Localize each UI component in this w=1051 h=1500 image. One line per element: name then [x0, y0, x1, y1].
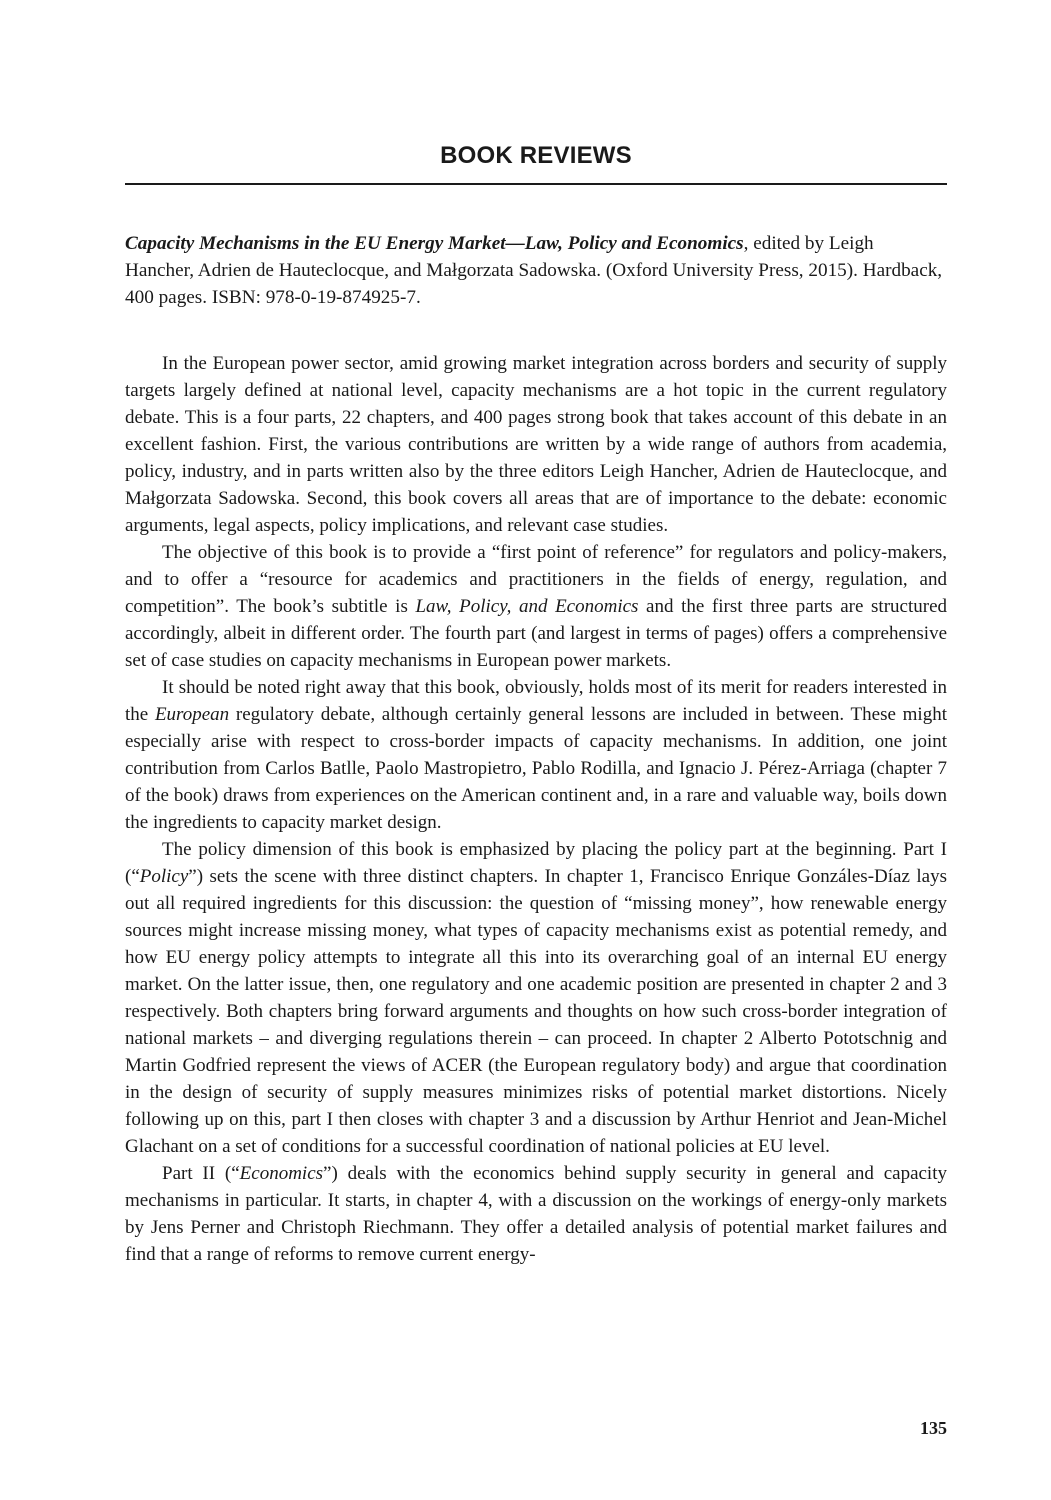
paragraph-4-text-a: The policy dimension of this book is emphasized by placing the policy part at the beginning. Part I (“ [125, 839, 947, 887]
paragraph-4 [125, 836, 947, 1160]
paragraph-2-text-b: and the first three parts are structured accordingly, albeit in different order. The fourth part (and largest in terms of pages) offers a comprehensive set of case studies on capacity mechanisms in European power markets. [125, 596, 947, 671]
paragraph-5-text-a: Part II (“ [162, 1163, 240, 1184]
paragraph-3-text-b: regulatory debate, although certainly general lessons are included in between. These might especially arise with respect to cross-border impacts of capacity mechanisms. In addition, one joint contribution from Carlos Batlle, Paolo Mastropietro, Pablo Rodilla, and Ignacio J. Pérez-Arriaga (chapter 7 of the book) draws from experiences on the American continent and, in a rare and valuable way, boils down the ingredients to capacity market design. [125, 704, 947, 833]
book-citation [125, 230, 947, 311]
paragraph-2-italic: Law, Policy, and Economics [415, 596, 639, 617]
paragraph-1: In the European power sector, amid growing market integration across borders and security of supply targets largely defined at national level, capacity mechanisms are a hot topic in the current regulatory debate. This is a four parts, 22 chapters, and 400 pages strong book that takes account of this debate in an excellent fashion. First, the various contributions are written by a wide range of authors from academia, policy, industry, and in parts written also by the three editors Leigh Hancher, Adrien de Hauteclocque, and Małgorzata Sadowska. Second, this book covers all areas that are of importance to the debate: economic arguments, legal aspects, policy implications, and relevant case studies. [125, 353, 947, 536]
review-body [125, 350, 947, 1268]
header-rule [125, 183, 947, 185]
paragraph-5 [125, 1160, 947, 1268]
book-title: Capacity Mechanisms in the EU Energy Market—Law, Policy and Economics [125, 233, 744, 254]
paragraph-5-text-b: ”) deals with the economics behind supply security in general and capacity mechanisms in particular. It starts, in chapter 4, with a discussion on the workings of energy-only markets by Jens Perner and Christoph Riechmann. They offer a detailed analysis of potential market failures and find that a range of reforms to remove current energy- [125, 1163, 947, 1265]
paragraph-3 [125, 674, 947, 836]
section-header: BOOK REVIEWS [440, 142, 632, 169]
paragraph-3-text-a: It should be noted right away that this book, obviously, holds most of its merit for readers interested in the [125, 677, 947, 725]
paragraph-3-italic: European [154, 704, 230, 725]
book-details: , edited by Leigh Hancher, Adrien de Hauteclocque, and Małgorzata Sadowska. (Oxford University Press, 2015). Hardback, 400 pages. ISBN: 978-0-19-874925-7. [125, 233, 943, 308]
paragraph-2 [125, 539, 947, 674]
page-number: 135 [920, 1418, 947, 1438]
paragraph-5-italic: Economics [239, 1163, 324, 1184]
paragraph-2-text-a: The objective of this book is to provide a “first point of reference” for regulators and policy-makers, and to offer a “resource for academics and practitioners in the fields of energy, regulation, and competition”. The book’s subtitle is [125, 542, 947, 617]
paragraph-4-italic: Policy [139, 866, 189, 887]
paragraph-4-text-b: ”) sets the scene with three distinct chapters. In chapter 1, Francisco Enrique Gonzáles-Díaz lays out all required ingredients for this discussion: the question of “missing money”, how renewable energy sources might increase missing money, what types of capacity mechanisms exist as potential remedy, and how EU energy policy attempts to integrate all this into its overarching goal of an internal EU energy market. On the latter issue, then, one regulatory and one academic position are presented in chapter 2 and 3 respectively. Both chapters bring forward arguments and thoughts on how such cross-border integration of national markets – and diverging regulations therein – can proceed. In chapter 2 Alberto Pototschnig and Martin Godfried represent the views of ACER (the European regulatory body) and argue that coordination in the design of security of supply measures minimizes risks of potential market distortions. Nicely following up on this, part I then closes with chapter 3 and a discussion by Arthur Henriot and Jean-Michel Glachant on a set of conditions for a successful coordination of national policies at EU level. [125, 866, 947, 1157]
